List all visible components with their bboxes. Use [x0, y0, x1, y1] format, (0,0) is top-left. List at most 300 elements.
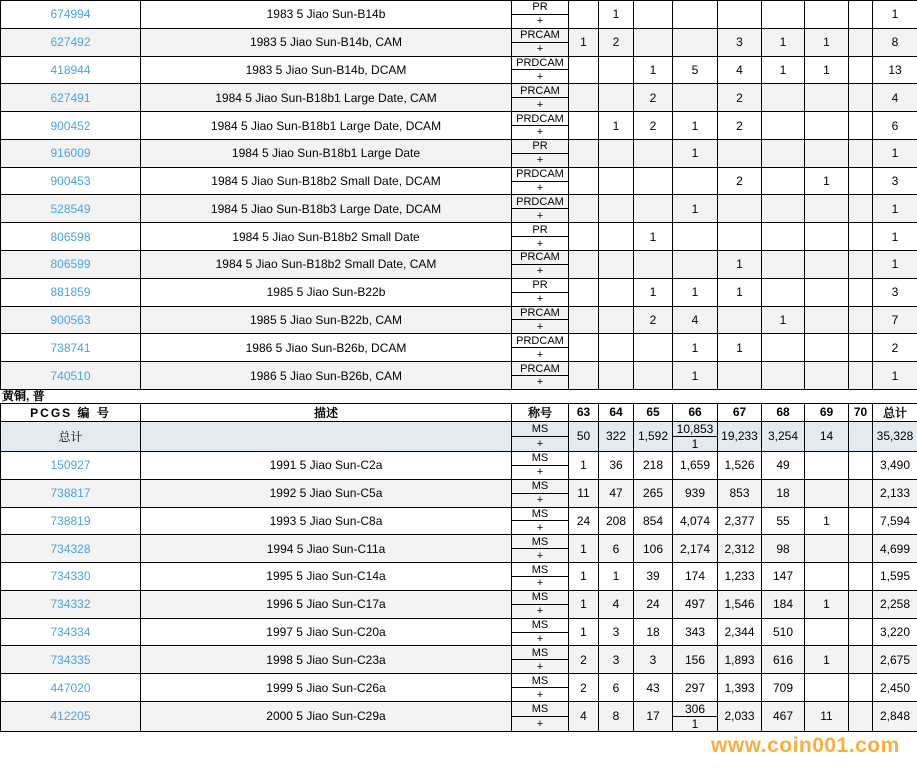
- grade-count-cell: 1: [599, 1, 634, 29]
- coin-row: [1, 28, 917, 42]
- grade-count-cell: 4: [599, 590, 634, 618]
- designation-cell: PRDCAM: [512, 195, 569, 209]
- total-count-cell: 1: [873, 223, 917, 251]
- grade-count-cell: [849, 112, 873, 140]
- mint-state-coins-table: [0, 403, 917, 732]
- coin-description-cell: 1993 5 Jiao Sun-C8a: [141, 507, 512, 535]
- plus-designation-cell: +: [512, 181, 569, 195]
- grade-count-cell: 2: [634, 306, 673, 334]
- coin-row: [1, 195, 917, 209]
- pcgs-number-cell: [1, 195, 141, 223]
- grade-count-cell: 1: [673, 112, 718, 140]
- pcgs-number-link[interactable]: 900452: [50, 118, 91, 133]
- grade-count-cell: 1,546: [718, 590, 762, 618]
- total-count-cell: 3,220: [873, 618, 917, 646]
- grade-count-cell: 1: [569, 28, 599, 56]
- plus-designation-cell: +: [512, 493, 569, 507]
- designation-cell: PRCAM: [512, 306, 569, 320]
- grade-count-cell: 1: [718, 251, 762, 279]
- grade-count-cell: 18: [634, 618, 673, 646]
- plus-designation-cell: +: [512, 153, 569, 167]
- grade-count-cell: [849, 195, 873, 223]
- plus-designation-cell: +: [512, 521, 569, 535]
- grade-count-cell: 1: [805, 167, 849, 195]
- grade-count-cell: [673, 251, 718, 279]
- pcgs-number-cell: [1, 167, 141, 195]
- pcgs-number-link[interactable]: 738741: [50, 340, 91, 355]
- grade-count-cell: 17: [634, 701, 673, 731]
- designation-cell: MS: [512, 479, 569, 493]
- total-count-cell: 2: [873, 334, 917, 362]
- grade-count-cell: [805, 479, 849, 507]
- grade-count-cell: [599, 278, 634, 306]
- grade-count-cell: [599, 334, 634, 362]
- grade-count-cell: 2,344: [718, 618, 762, 646]
- grade-count-cell: [762, 223, 805, 251]
- grade-count-cell: 1: [569, 590, 599, 618]
- total-column-header: 总计: [873, 403, 917, 421]
- grade-count-cell: [634, 139, 673, 167]
- grade-count-cell: 218: [634, 451, 673, 479]
- grade-count-cell: [805, 535, 849, 563]
- grade-count-cell: 3: [599, 646, 634, 674]
- plus-designation-cell: +: [512, 209, 569, 223]
- grade-count-cell: [673, 223, 718, 251]
- section-label: 黄铜, 普: [0, 390, 917, 403]
- total-count-cell: 35,328: [873, 421, 917, 451]
- grade-count-cell: 1: [673, 334, 718, 362]
- pcgs-number-link[interactable]: 150927: [50, 458, 91, 473]
- total-count-cell: 1: [873, 139, 917, 167]
- coin-row: [1, 618, 917, 632]
- designation-cell: MS: [512, 646, 569, 660]
- grade-count-cell: 1,393: [718, 674, 762, 702]
- grade-count-cell: [673, 167, 718, 195]
- coin-description-cell: 1984 5 Jiao Sun-B18b1 Large Date: [141, 139, 512, 167]
- pcgs-number-link[interactable]: 806598: [50, 229, 91, 244]
- pcgs-number-cell: [1, 618, 141, 646]
- grade-count-cell: [718, 195, 762, 223]
- grade-column-header: 66: [673, 403, 718, 421]
- grade-count-cell: 1: [569, 535, 599, 563]
- grade-count-cell: 19,233: [718, 421, 762, 451]
- grade-count-cell: 174: [673, 563, 718, 591]
- grade-count-cell: [599, 84, 634, 112]
- grade-count-cell: 1: [599, 112, 634, 140]
- pcgs-number-cell: [1, 674, 141, 702]
- coin-row: [1, 507, 917, 521]
- grade-count-cell: [805, 139, 849, 167]
- pcgs-number-cell: [1, 334, 141, 362]
- coin-row: [1, 421, 917, 436]
- total-count-cell: 2,258: [873, 590, 917, 618]
- plus-designation-cell: +: [512, 688, 569, 702]
- coin-row: [1, 362, 917, 376]
- pcgs-number-link[interactable]: 734332: [50, 597, 91, 612]
- coin-row: [1, 479, 917, 493]
- grade-count-cell: [569, 223, 599, 251]
- pcgs-number-link[interactable]: 900563: [50, 312, 91, 327]
- grade-count-cell: 2,174: [673, 535, 718, 563]
- coin-description-cell: 1983 5 Jiao Sun-B14b, DCAM: [141, 56, 512, 84]
- plus-designation-cell: +: [512, 632, 569, 646]
- pcgs-number-cell: [1, 28, 141, 56]
- designation-column-header: 称号: [512, 403, 569, 421]
- total-count-cell: 4: [873, 84, 917, 112]
- pcgs-number-cell: [1, 223, 141, 251]
- grade-count-cell: [849, 334, 873, 362]
- pcgs-number-link[interactable]: 627492: [50, 35, 91, 50]
- designation-cell: MS: [512, 701, 569, 716]
- grade-count-cell: 616: [762, 646, 805, 674]
- grade-count-cell: 98: [762, 535, 805, 563]
- grade-count-cell: [805, 334, 849, 362]
- grade-count-cell: 1: [718, 278, 762, 306]
- plus-designation-cell: +: [512, 98, 569, 112]
- grade-count-cell: 106: [634, 535, 673, 563]
- coin-row: [1, 646, 917, 660]
- grade-count-cell: [634, 1, 673, 29]
- description-column-header: 描述: [141, 403, 512, 421]
- grade-count-cell: 4: [718, 56, 762, 84]
- grade-count-cell: [569, 56, 599, 84]
- coin-description-cell: 1986 5 Jiao Sun-B26b, CAM: [141, 362, 512, 390]
- grade-count-cell: 11: [805, 701, 849, 731]
- total-count-cell: 7: [873, 306, 917, 334]
- total-count-cell: 1: [873, 1, 917, 29]
- designation-cell: PR: [512, 1, 569, 15]
- grade-count-cell: 2: [569, 646, 599, 674]
- grade-count-cell: 1: [762, 56, 805, 84]
- pcgs-number-cell: [1, 451, 141, 479]
- total-count-cell: 2,848: [873, 701, 917, 731]
- grade-count-cell: [569, 306, 599, 334]
- coin-description-cell: 1991 5 Jiao Sun-C2a: [141, 451, 512, 479]
- designation-cell: PR: [512, 139, 569, 153]
- grade-count-cell: 3: [634, 646, 673, 674]
- coin-row: [1, 674, 917, 688]
- grade-count-cell: [569, 334, 599, 362]
- grade-count-cell: [805, 1, 849, 29]
- designation-cell: MS: [512, 507, 569, 521]
- grade-count-cell: [718, 139, 762, 167]
- designation-cell: MS: [512, 674, 569, 688]
- total-count-cell: 8: [873, 28, 917, 56]
- total-count-cell: 2,675: [873, 646, 917, 674]
- grade-count-cell: [849, 421, 873, 451]
- pcgs-number-cell: [1, 306, 141, 334]
- grade-count-cell: [569, 84, 599, 112]
- coin-row: [1, 1, 917, 15]
- grade-plus-count-cell: 1: [673, 716, 718, 731]
- grade-count-cell: [718, 223, 762, 251]
- grade-count-cell: [849, 674, 873, 702]
- grade-count-cell: [718, 1, 762, 29]
- grade-count-cell: [849, 590, 873, 618]
- coin-description-cell: 1986 5 Jiao Sun-B26b, DCAM: [141, 334, 512, 362]
- designation-cell: PRCAM: [512, 362, 569, 376]
- grade-count-cell: [569, 1, 599, 29]
- grade-count-cell: 208: [599, 507, 634, 535]
- coin-description-cell: 1984 5 Jiao Sun-B18b2 Small Date, DCAM: [141, 167, 512, 195]
- total-count-cell: 13: [873, 56, 917, 84]
- plus-designation-cell: +: [512, 70, 569, 84]
- grade-count-cell: 853: [718, 479, 762, 507]
- grade-count-cell: [849, 28, 873, 56]
- grade-count-cell: [849, 451, 873, 479]
- designation-cell: MS: [512, 590, 569, 604]
- grade-count-cell: 2: [599, 28, 634, 56]
- pcgs-number-link[interactable]: 734328: [50, 541, 91, 556]
- pcgs-number-link[interactable]: 900453: [50, 174, 91, 189]
- grade-count-cell: [805, 674, 849, 702]
- grade-count-cell: [634, 362, 673, 390]
- grade-count-cell: [718, 306, 762, 334]
- designation-cell: PRDCAM: [512, 167, 569, 181]
- plus-designation-cell: +: [512, 716, 569, 731]
- pcgs-number-link[interactable]: 412205: [50, 709, 91, 724]
- pcgs-number-link[interactable]: 418944: [50, 62, 91, 77]
- grade-count-cell: [805, 618, 849, 646]
- pcgs-number-link[interactable]: 881859: [50, 285, 91, 300]
- grade-count-cell: 36: [599, 451, 634, 479]
- plus-designation-cell: +: [512, 320, 569, 334]
- pcgs-number-cell: [1, 56, 141, 84]
- coin-row: [1, 56, 917, 70]
- pcgs-number-link[interactable]: 674994: [50, 7, 91, 22]
- grade-count-cell: [805, 278, 849, 306]
- designation-cell: MS: [512, 563, 569, 577]
- designation-cell: MS: [512, 451, 569, 465]
- grade-count-cell: [569, 112, 599, 140]
- grade-count-cell: 3: [718, 28, 762, 56]
- pcgs-number-cell: [1, 278, 141, 306]
- grade-count-cell: 1: [805, 590, 849, 618]
- coin-row: [1, 139, 917, 153]
- grade-count-cell: [849, 646, 873, 674]
- grade-count-cell: [718, 362, 762, 390]
- grade-count-cell: 14: [805, 421, 849, 451]
- grade-count-cell: 510: [762, 618, 805, 646]
- grade-count-cell: [762, 139, 805, 167]
- designation-cell: MS: [512, 421, 569, 436]
- coin-row: [1, 535, 917, 549]
- grade-count-cell: 43: [634, 674, 673, 702]
- grade-count-cell: 265: [634, 479, 673, 507]
- designation-cell: PRDCAM: [512, 334, 569, 348]
- grade-count-cell: 1: [805, 507, 849, 535]
- total-count-cell: 2,133: [873, 479, 917, 507]
- designation-cell: PRDCAM: [512, 56, 569, 70]
- pcgs-number-link[interactable]: 740510: [50, 368, 91, 383]
- grade-count-cell: 1: [634, 278, 673, 306]
- grade-count-cell: 1: [762, 306, 805, 334]
- grade-count-cell: [762, 167, 805, 195]
- coin-row: [1, 112, 917, 126]
- grade-count-cell: 6: [599, 674, 634, 702]
- grade-count-cell: 1: [805, 28, 849, 56]
- grade-count-cell: [805, 451, 849, 479]
- grade-count-cell: 39: [634, 563, 673, 591]
- grade-count-cell: 2: [569, 674, 599, 702]
- grade-column-header: 70: [849, 403, 873, 421]
- grade-count-cell: [599, 195, 634, 223]
- grade-column-header: 63: [569, 403, 599, 421]
- grade-count-cell: 8: [599, 701, 634, 731]
- grade-plus-count-cell: 1: [673, 436, 718, 451]
- total-count-cell: 3,490: [873, 451, 917, 479]
- grade-count-cell: [569, 139, 599, 167]
- grade-count-cell: 2: [634, 112, 673, 140]
- grade-count-cell: [762, 278, 805, 306]
- grade-count-cell: [849, 306, 873, 334]
- pcgs-number-link[interactable]: 738817: [50, 486, 91, 501]
- grade-count-cell: [849, 251, 873, 279]
- grade-count-cell: [849, 701, 873, 731]
- grade-count-cell: 854: [634, 507, 673, 535]
- grade-column-header: 69: [805, 403, 849, 421]
- grade-column-header: 68: [762, 403, 805, 421]
- coin-description-cell: 1983 5 Jiao Sun-B14b, CAM: [141, 28, 512, 56]
- grade-count-cell: 2: [718, 167, 762, 195]
- grade-count-cell: 306: [673, 701, 718, 716]
- grade-count-cell: [849, 1, 873, 29]
- coin-description-cell: 1994 5 Jiao Sun-C11a: [141, 535, 512, 563]
- grade-count-cell: 1: [569, 563, 599, 591]
- plus-designation-cell: +: [512, 264, 569, 278]
- grade-count-cell: [762, 112, 805, 140]
- pcgs-number-link[interactable]: 806599: [50, 257, 91, 272]
- grade-count-cell: [849, 479, 873, 507]
- grade-count-cell: [762, 195, 805, 223]
- grade-count-cell: [805, 112, 849, 140]
- plus-designation-cell: +: [512, 376, 569, 390]
- grade-count-cell: [569, 195, 599, 223]
- coin-description-cell: 1995 5 Jiao Sun-C14a: [141, 563, 512, 591]
- grade-count-cell: 1: [569, 618, 599, 646]
- coin-description-cell: 2000 5 Jiao Sun-C29a: [141, 701, 512, 731]
- coin-description-cell: 1992 5 Jiao Sun-C5a: [141, 479, 512, 507]
- grade-count-cell: [673, 1, 718, 29]
- total-count-cell: 4,699: [873, 535, 917, 563]
- pcgs-number-link[interactable]: 734335: [50, 652, 91, 667]
- grade-count-cell: [805, 306, 849, 334]
- grade-count-cell: [849, 167, 873, 195]
- grade-count-cell: 1: [599, 563, 634, 591]
- plus-designation-cell: +: [512, 465, 569, 479]
- pcgs-number-cell: [1, 479, 141, 507]
- grade-count-cell: [599, 362, 634, 390]
- grade-count-cell: 1: [673, 362, 718, 390]
- pcgs-number-cell: [1, 535, 141, 563]
- grade-count-cell: 322: [599, 421, 634, 451]
- grade-count-cell: 3,254: [762, 421, 805, 451]
- coin-description-cell: 1997 5 Jiao Sun-C20a: [141, 618, 512, 646]
- coin-row: [1, 590, 917, 604]
- grade-count-cell: 1: [634, 56, 673, 84]
- grade-count-cell: [805, 195, 849, 223]
- total-count-cell: 1: [873, 251, 917, 279]
- grade-count-cell: [599, 251, 634, 279]
- grade-count-cell: [762, 1, 805, 29]
- coin-description-cell: 1984 5 Jiao Sun-B18b3 Large Date, DCAM: [141, 195, 512, 223]
- pcgs-number-link[interactable]: 447020: [50, 680, 91, 695]
- pcgs-number-cell: [1, 646, 141, 674]
- coin-row: [1, 563, 917, 577]
- pcgs-number-link[interactable]: 738819: [50, 513, 91, 528]
- grade-count-cell: [849, 507, 873, 535]
- pcgs-number-cell: [1, 507, 141, 535]
- grade-count-cell: [805, 84, 849, 112]
- total-count-cell: 1: [873, 362, 917, 390]
- grade-count-cell: [569, 167, 599, 195]
- grade-count-cell: [849, 563, 873, 591]
- coin-description-cell: 1999 5 Jiao Sun-C26a: [141, 674, 512, 702]
- totals-row-label-cell: 总计: [1, 421, 141, 451]
- total-count-cell: 1,595: [873, 563, 917, 591]
- pcgs-number-cell: [1, 590, 141, 618]
- coin-row: [1, 223, 917, 237]
- grade-column-header: 65: [634, 403, 673, 421]
- watermark: www.coin001.com: [711, 734, 900, 757]
- grade-count-cell: [634, 251, 673, 279]
- grade-count-cell: 3: [599, 618, 634, 646]
- coin-description-cell: 1984 5 Jiao Sun-B18b2 Small Date: [141, 223, 512, 251]
- grade-count-cell: 156: [673, 646, 718, 674]
- grade-count-cell: [634, 195, 673, 223]
- pcgs-number-link[interactable]: 734330: [50, 569, 91, 584]
- pcgs-number-column-header: PCGS 编 号: [1, 403, 141, 421]
- pcgs-number-link[interactable]: 627491: [50, 90, 91, 105]
- designation-cell: PRCAM: [512, 28, 569, 42]
- grade-count-cell: [673, 28, 718, 56]
- pcgs-number-link[interactable]: 916009: [50, 146, 91, 161]
- pcgs-number-cell: [1, 112, 141, 140]
- grade-count-cell: 49: [762, 451, 805, 479]
- coin-description-cell: 1985 5 Jiao Sun-B22b, CAM: [141, 306, 512, 334]
- grade-count-cell: [673, 84, 718, 112]
- plus-designation-cell: +: [512, 292, 569, 306]
- grade-count-cell: 709: [762, 674, 805, 702]
- grade-count-cell: [805, 563, 849, 591]
- grade-count-cell: 1,659: [673, 451, 718, 479]
- coin-row: [1, 251, 917, 265]
- pcgs-number-link[interactable]: 528549: [50, 201, 91, 216]
- grade-count-cell: 1,893: [718, 646, 762, 674]
- grade-count-cell: 1,592: [634, 421, 673, 451]
- grade-count-cell: [599, 223, 634, 251]
- pcgs-number-link[interactable]: 734334: [50, 625, 91, 640]
- grade-count-cell: 2,312: [718, 535, 762, 563]
- coin-description-cell: 1984 5 Jiao Sun-B18b1 Large Date, CAM: [141, 84, 512, 112]
- total-count-cell: 7,594: [873, 507, 917, 535]
- grade-count-cell: 1: [673, 139, 718, 167]
- grade-count-cell: 184: [762, 590, 805, 618]
- grade-count-cell: 1: [718, 334, 762, 362]
- grade-count-cell: [805, 223, 849, 251]
- coin-row: [1, 701, 917, 716]
- coin-description-cell: 1984 5 Jiao Sun-B18b2 Small Date, CAM: [141, 251, 512, 279]
- total-count-cell: 1: [873, 195, 917, 223]
- designation-cell: MS: [512, 535, 569, 549]
- grade-count-cell: 939: [673, 479, 718, 507]
- coin-row: [1, 306, 917, 320]
- grade-count-cell: 18: [762, 479, 805, 507]
- coin-row: [1, 451, 917, 465]
- grade-count-cell: [599, 139, 634, 167]
- grade-count-cell: 1: [805, 56, 849, 84]
- grade-count-cell: 10,853: [673, 421, 718, 436]
